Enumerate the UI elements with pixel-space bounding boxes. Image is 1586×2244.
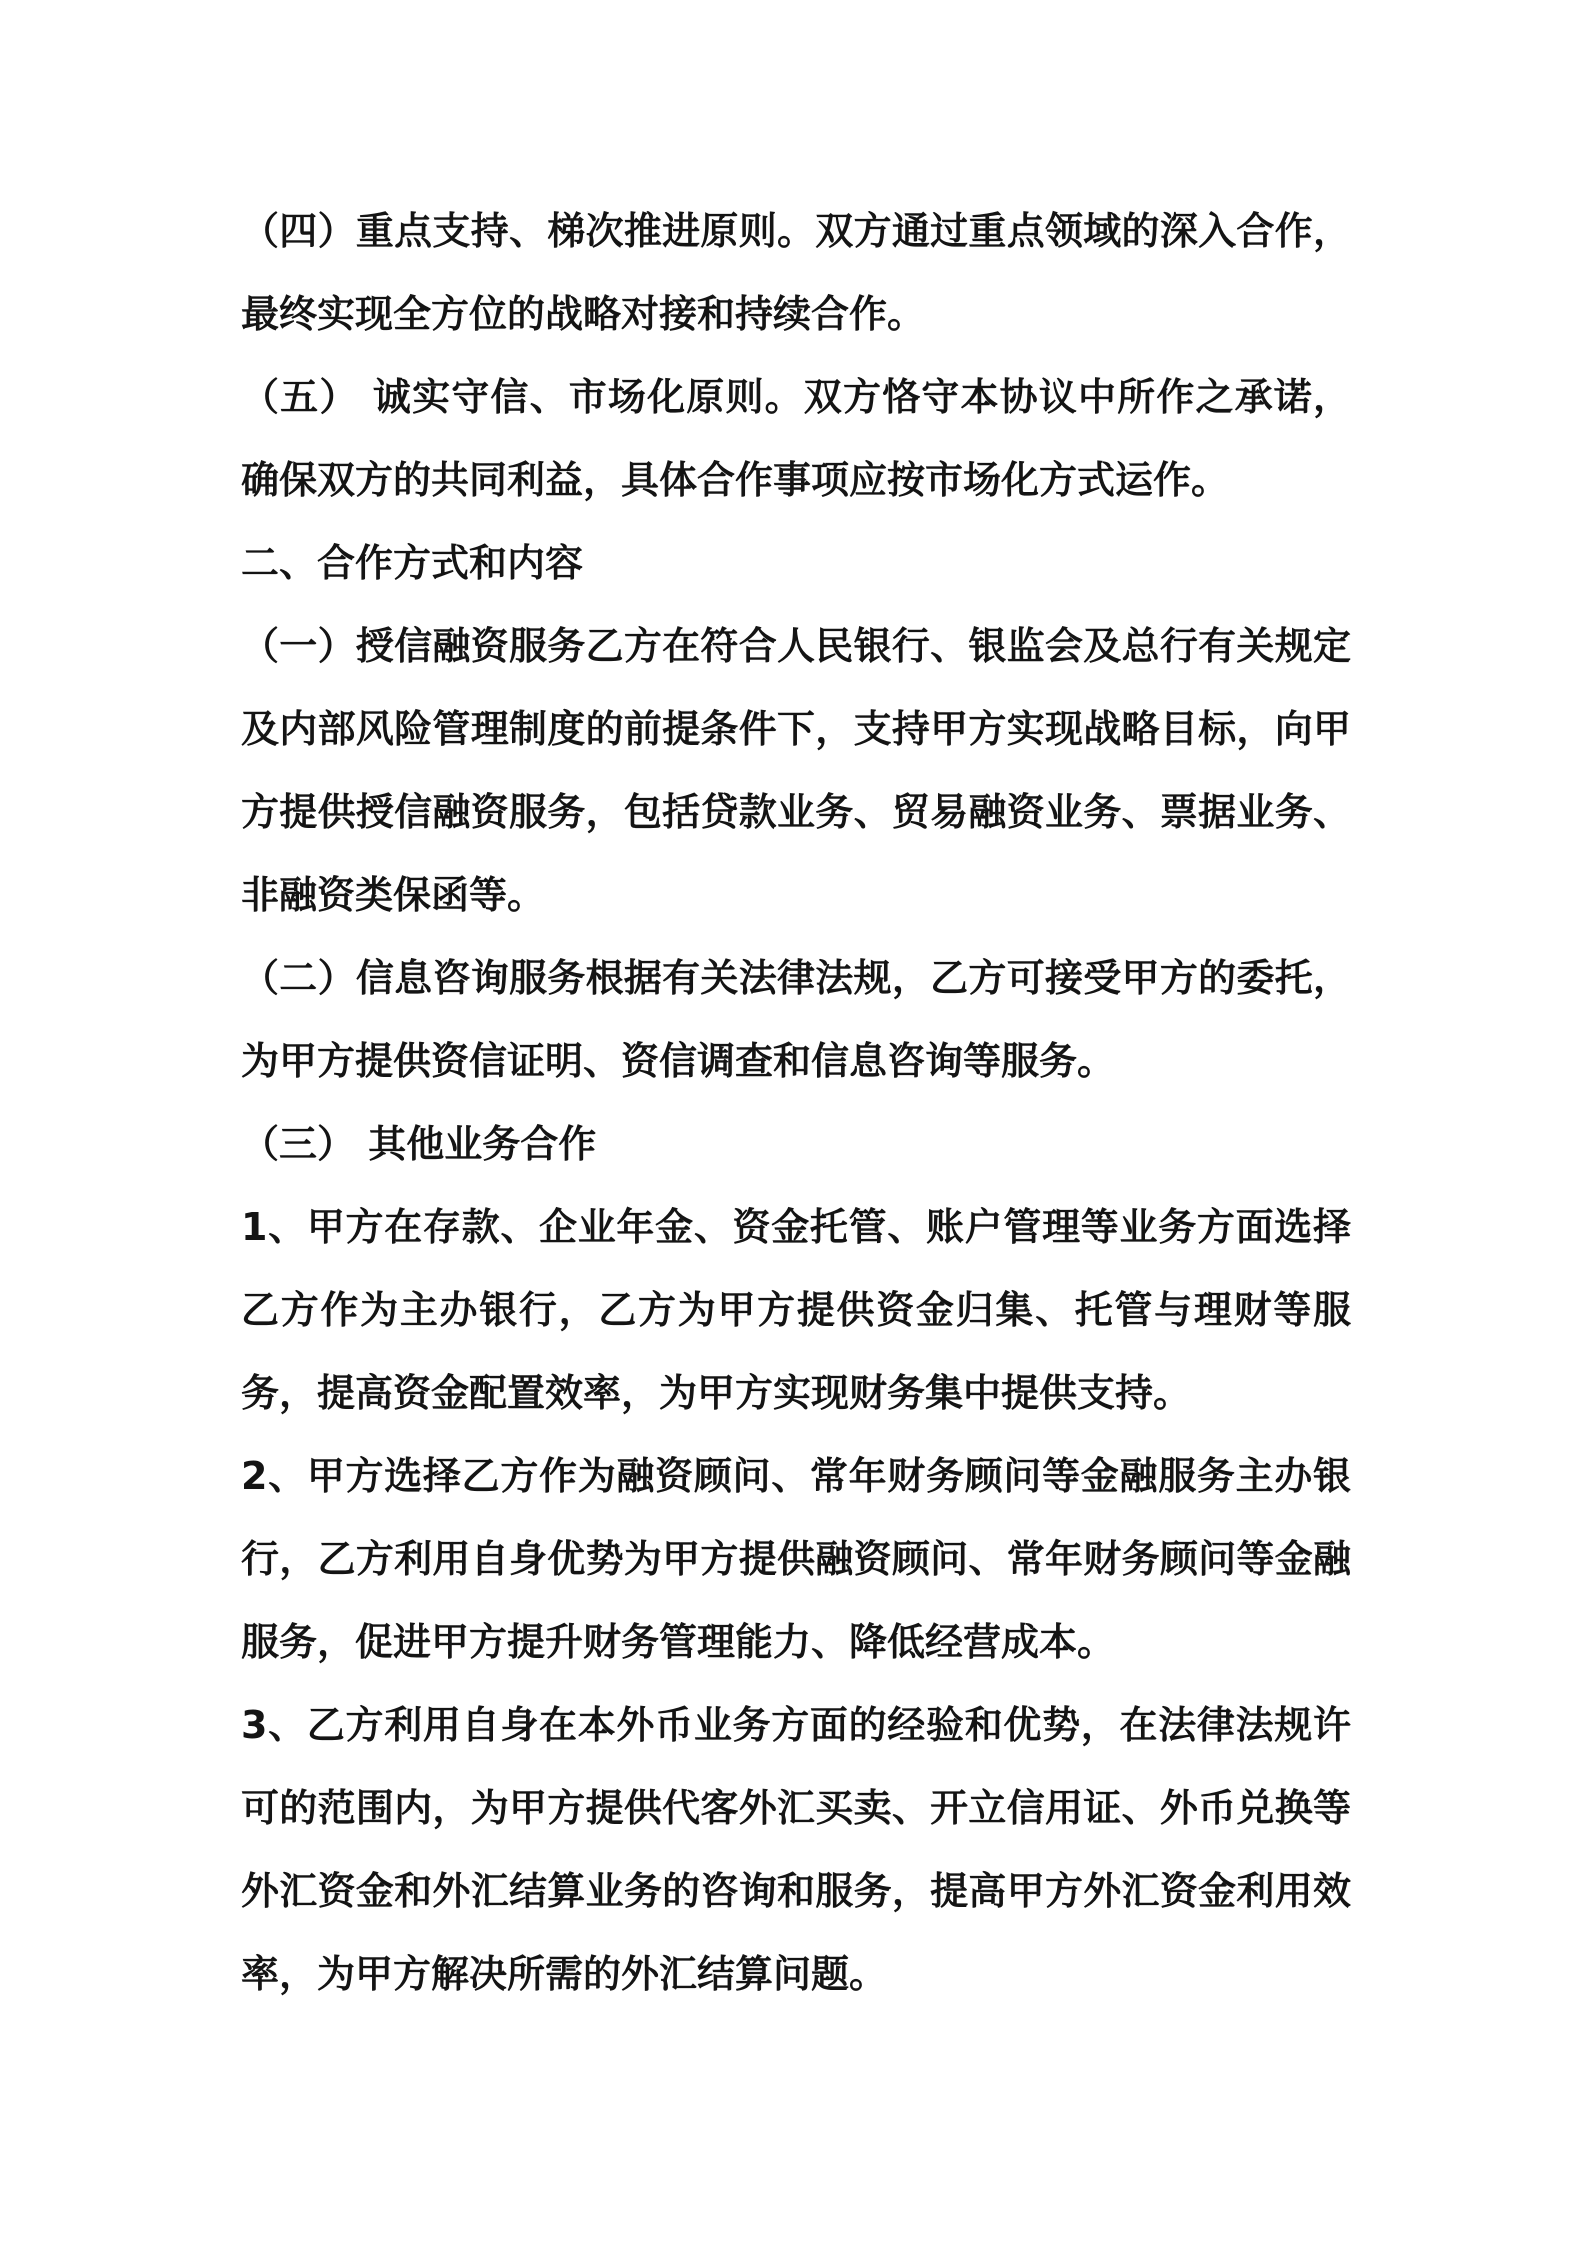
paragraph-info-consulting: （二）信息咨询服务根据有关法律法规，乙方可接受甲方的委托，为甲方提供资信证明、资信调查和信息咨询等服务。	[241, 956, 1351, 1083]
paragraph-principle-five: （五） 诚实守信、市场化原则。双方恪守本协议中所作之承诺，确保双方的共同利益，具体合作事项应按市场化方式运作。	[241, 375, 1351, 502]
paragraph-item-1: 1、甲方在存款、企业年金、资金托管、账户管理等业务方面选择乙方作为主办银行，乙方为甲方提供资金归集、托管与理财等服务，提高资金配置效率，为甲方实现财务集中提供支持。	[241, 1205, 1351, 1415]
section-heading-cooperation: 二、合作方式和内容	[241, 541, 584, 585]
document-body	[241, 190, 1351, 2016]
paragraph-principle-four: （四）重点支持、梯次推进原则。双方通过重点领域的深入合作，最终实现全方位的战略对接和持续合作。	[241, 209, 1351, 336]
paragraph-item-3: 3、乙方利用自身在本外币业务方面的经验和优势，在法律法规许可的范围内，为甲方提供代客外汇买卖、开立信用证、外币兑换等外汇资金和外汇结算业务的咨询和服务，提高甲方外汇资金利用效率，为甲方解决所需的外汇结算问题。	[241, 1703, 1351, 1996]
subheading-other-business: （三） 其他业务合作	[241, 1122, 597, 1166]
paragraph-credit-financing: （一）授信融资服务乙方在符合人民银行、银监会及总行有关规定及内部风险管理制度的前提条件下，支持甲方实现战略目标，向甲方提供授信融资服务，包括贷款业务、贸易融资业务、票据业务、非融资类保函等。	[241, 624, 1351, 917]
paragraph-item-2: 2、甲方选择乙方作为融资顾问、常年财务顾问等金融服务主办银行，乙方利用自身优势为甲方提供融资顾问、常年财务顾问等金融服务，促进甲方提升财务管理能力、降低经营成本。	[241, 1454, 1351, 1664]
